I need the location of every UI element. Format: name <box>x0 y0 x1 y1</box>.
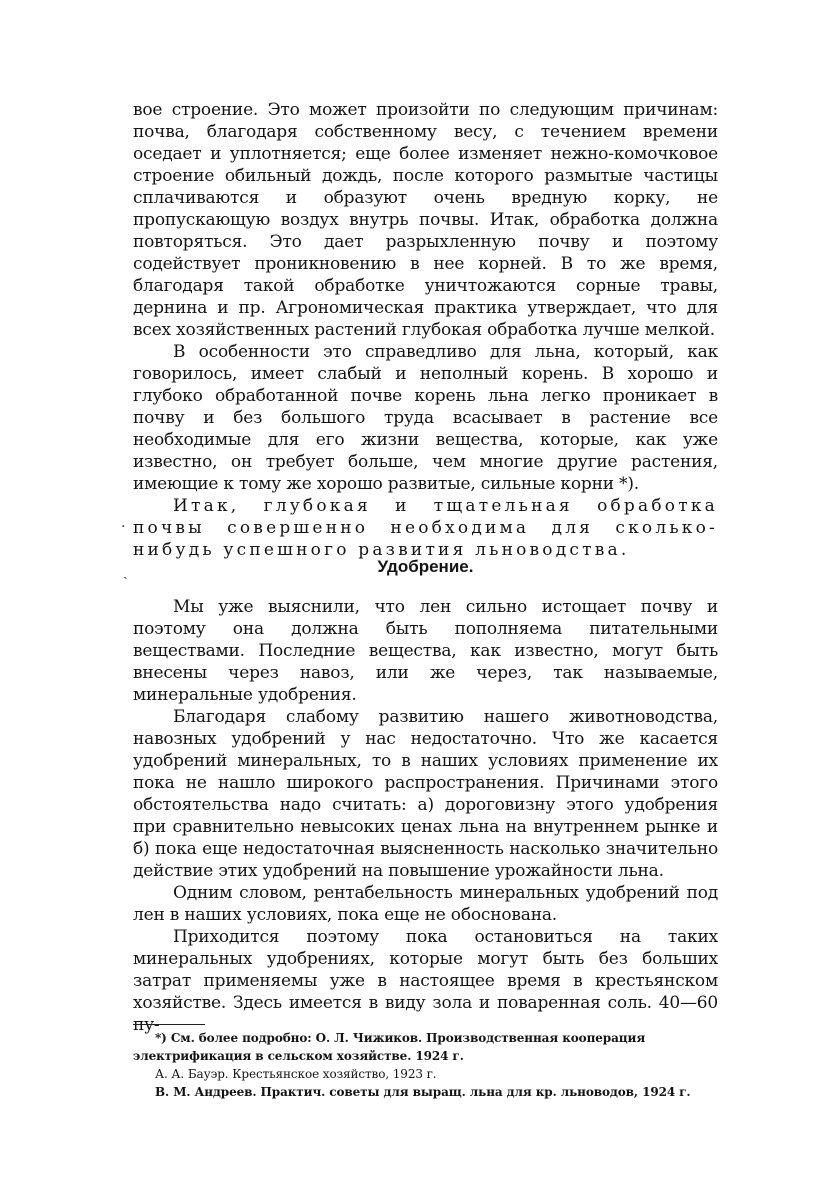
footnote-1-line-2: электрификация в сельском хозяйстве. 1924 г. <box>133 1049 464 1063</box>
scan-speck: · <box>121 519 126 535</box>
paragraph-fertilizer-intro: Мы уже выяснили, что лен сильно истощает почву и поэтому она должна быть пополняема питательными веществами. Последние вещества, как известно, могут быть внесены через навоз, или же через, так называемые, минеральные удобрения. <box>133 597 718 705</box>
scan-speck: ˎ <box>123 564 128 580</box>
footnote-2: А. А. Бауэр. Крестьянское хозяйство, 1923 г. <box>155 1067 437 1081</box>
paragraph-profitability: Одним словом, рентабельность минеральных удобрений под лен в наших условиях, пока еще не обоснована. <box>133 883 718 925</box>
footnote-3: В. М. Андреев. Практич. советы для выращ. льна для кр. льноводов, 1924 г. <box>155 1085 691 1099</box>
text-block-fertilizer <box>133 596 718 1036</box>
footnote-rule <box>133 1024 205 1025</box>
text-block-top <box>133 99 718 561</box>
paragraph-conclusion-spaced: Итак, глубокая и тщательная обработка почвы совершенно необходима для сколько-нибудь успешного развития льноводства. <box>133 496 718 560</box>
footnote-1-line-1: *) См. более подробно: О. Л. Чижиков. Производственная кооперация <box>155 1031 646 1045</box>
paragraph-ash-salt: Приходится поэтому пока остановиться на таких минеральных удобрениях, которые могут быть без больших затрат применяемы уже в настоящее время в крестьянском хозяйстве. Здесь имеется в виду зола и поваренная соль. 40—60 пу- <box>133 927 718 1035</box>
paragraph-soil-structure: вое строение. Это может произойти по следующим причинам: почва, благодаря собственному весу, с течением времени оседает и уплотняется; еще более изменяет нежно-комочковое строение обильный дождь, после которого размытые частицы сплачиваются и образуют очень вредную корку, не пропускающую воздух внутрь почвы. Итак, обработка должна повторяться. Это дает разрыхленную почву и поэтому содействует проникновению в нее корней. В то же время, благодаря такой обработке уничтожаются сорные травы, дернина и пр. Агрономическая практика утверждает, что для всех хозяйственных растений глубокая обработка лучше мелкой. <box>133 100 718 340</box>
paragraph-livestock: Благодаря слабому развитию нашего животноводства, навозных удобрений у нас недостаточно. Что же касается удобрений минеральных, то в наших условиях применение их пока не нашло широкого распространения. Причинами этого обстоятельства надо считать: а) дороговизну этого удобрения при сравнительно невысоких ценах льна на внутреннем рынке и б) пока еще недостаточная выясненность насколько значительно действие этих удобрений на повышение урожайности льна. <box>133 707 718 881</box>
section-heading: Удобрение. <box>377 557 474 576</box>
paragraph-flax-roots: В особенности это справедливо для льна, который, как говорилось, имеет слабый и неполный корень. В хорошо и глубоко обработанной почве корень льна легко проникает в почву и без большого труда всасывает в растение все необходимые для его жизни вещества, которые, как уже известно, он требует больше, чем многие другие растения, имеющие к тому же хорошо развитые, сильные корни *). <box>133 342 718 494</box>
section-heading-wrap <box>133 557 718 577</box>
footnotes <box>133 1029 718 1101</box>
